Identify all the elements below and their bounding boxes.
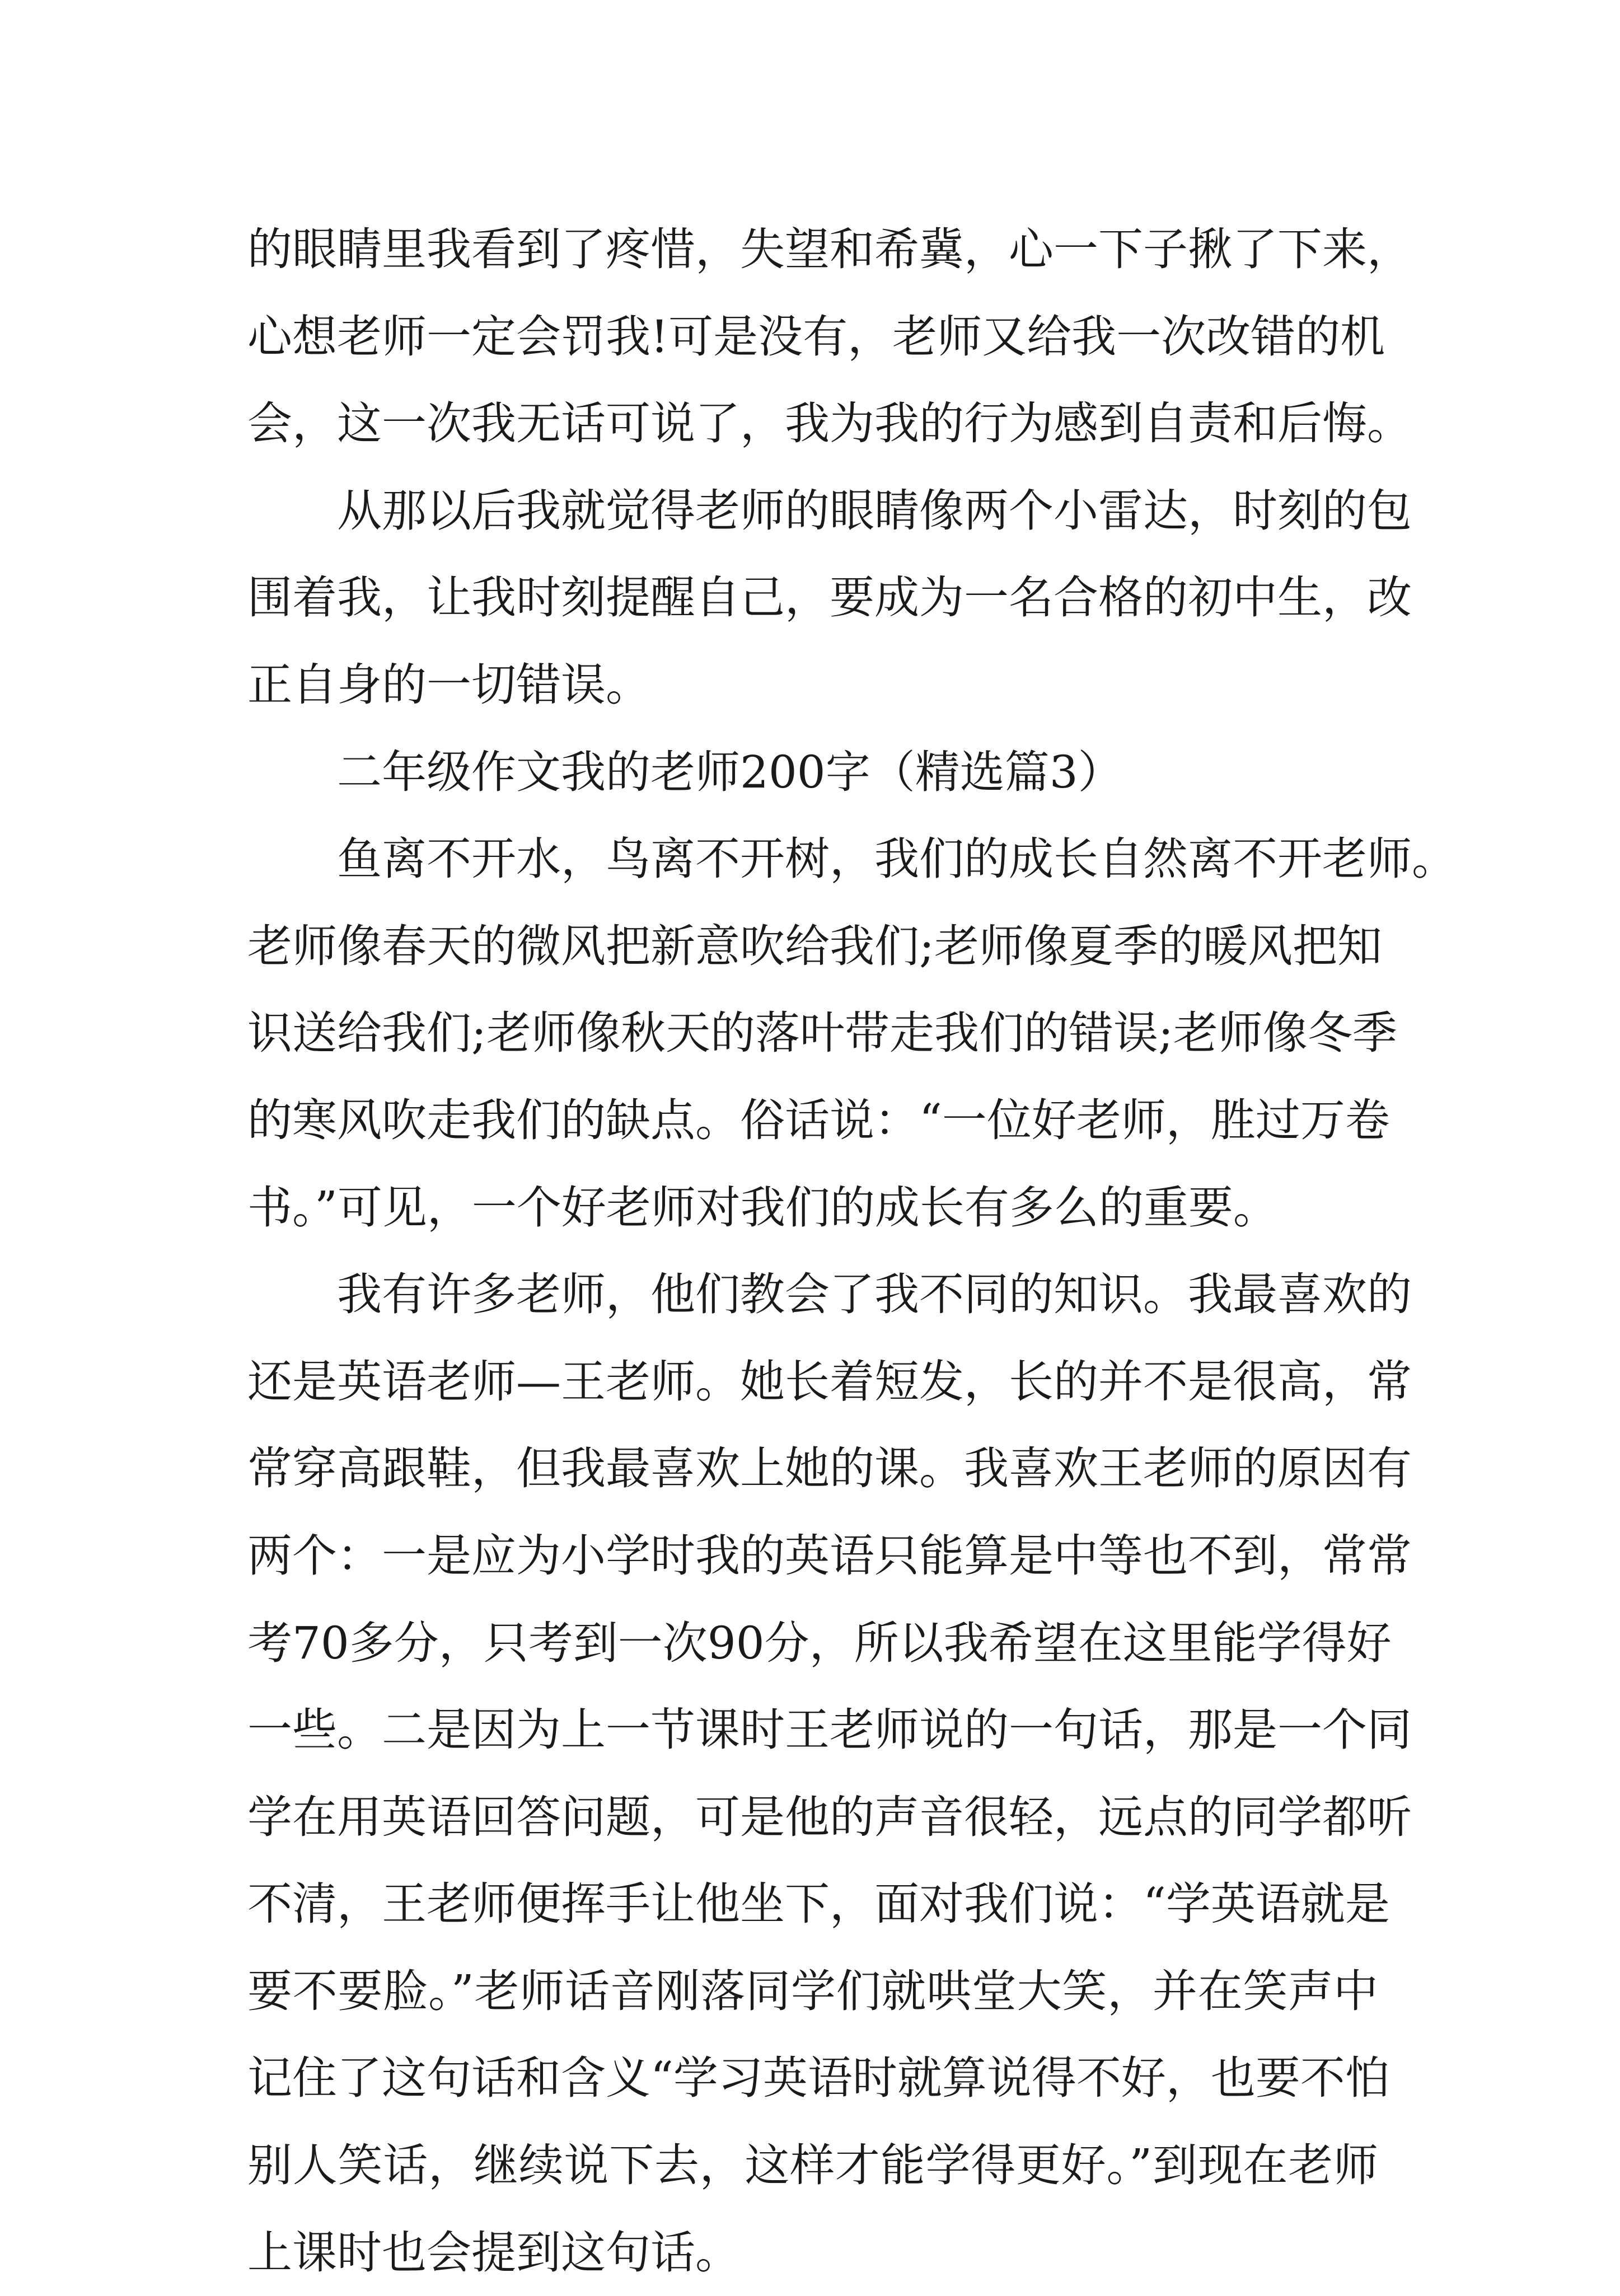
paragraph-4-line-1: 我有许多老师，他们教会了我不同的知识。我最喜欢的 (337, 1268, 1412, 1321)
paragraph-2-line-1: 从那以后我就觉得老师的眼睛像两个小雷达，时刻的包 (337, 484, 1412, 537)
paragraph-3-line-4: 的寒风吹走我们的缺点。俗话说：“一位好老师，胜过万卷 (247, 1094, 1390, 1146)
paragraph-2-line-3: 正自身的一切错误。 (247, 658, 650, 711)
paragraph-4-line-5: 考70多分，只考到一次90分，所以我希望在这里能学得好 (247, 1616, 1392, 1669)
paragraph-4-line-8: 不清，王老师便挥手让他坐下，面对我们说：“学英语就是 (247, 1878, 1390, 1930)
paragraph-4-line-4: 两个：一是应为小学时我的英语只能算是中等也不到，常常 (247, 1529, 1412, 1582)
paragraph-3-line-2: 老师像春天的微风把新意吹给我们;老师像夏季的暖风把知 (247, 920, 1382, 972)
paragraph-4-line-6: 一些。二是因为上一节课时王老师说的一句话，那是一个同 (247, 1704, 1412, 1756)
paragraph-1-line-1: 的眼睛里我看到了疼惜，失望和希冀，心一下子揪了下来， (247, 223, 1412, 275)
paragraph-4-line-11: 别人笑话，继续说下去，这样才能学得更好。”到现在老师 (247, 2139, 1378, 2192)
paragraph-4-line-3: 常穿高跟鞋，但我最喜欢上她的课。我喜欢王老师的原因有 (247, 1442, 1412, 1495)
paragraph-4-line-10: 记住了这句话和含义“学习英语时就算说得不好，也要不怕 (247, 2052, 1390, 2105)
paragraph-2-line-2: 围着我，让我时刻提醒自己，要成为一名合格的初中生，改 (247, 571, 1412, 624)
paragraph-3-line-5: 书。”可见，一个好老师对我们的成长有多么的重要。 (247, 1181, 1278, 1234)
paragraph-4-line-7: 学在用英语回答问题，可是他的声音很轻，远点的同学都听 (247, 1791, 1412, 1843)
paragraph-1-line-3: 会，这一次我无话可说了，我为我的行为感到自责和后悔。 (247, 397, 1412, 450)
paragraph-3-line-3: 识送给我们;老师像秋天的落叶带走我们的错误;老师像冬季 (247, 1007, 1397, 1060)
paragraph-1-line-2: 心想老师一定会罚我!可是没有，老师又给我一次改错的机 (247, 310, 1385, 363)
paragraph-4-line-12: 上课时也会提到这句话。 (247, 2226, 740, 2279)
paragraph-3-line-1: 鱼离不开水，鸟离不开树，我们的成长自然离不开老师。 (337, 833, 1457, 885)
document-body (247, 206, 1457, 2296)
paragraph-4-line-9: 要不要脸。”老师话音刚落同学们就哄堂大笑，并在笑声中 (247, 1965, 1378, 2017)
section-heading: 二年级作文我的老师200字（精选篇3） (337, 746, 1123, 798)
paragraph-4-line-2: 还是英语老师—王老师。她长着短发，长的并不是很高，常 (247, 1355, 1412, 1408)
